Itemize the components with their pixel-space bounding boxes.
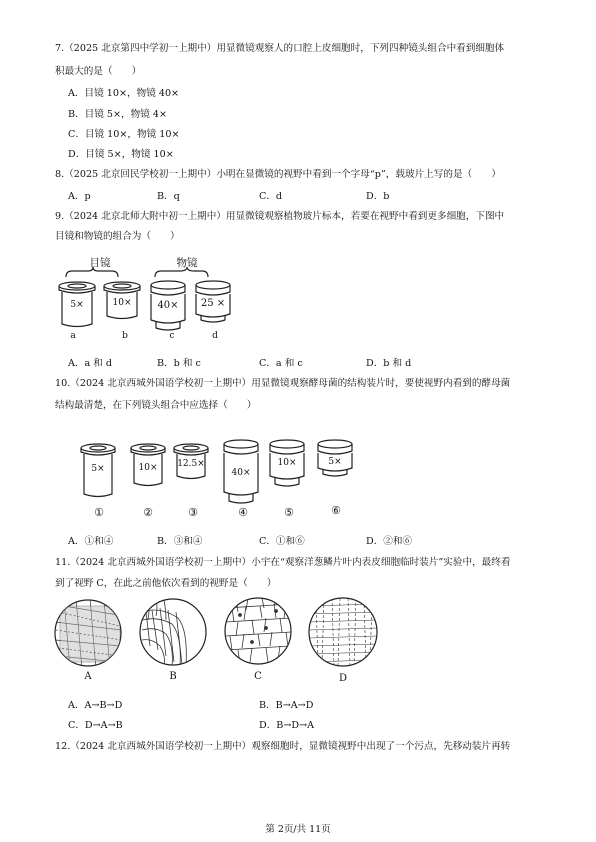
q9-stem-line1: 9.（2024 北京北师大附中初一上期中）用显微镜观察植物玻片标本，若要在视野中看到更多细胞，下图中 [55, 211, 505, 222]
q10-stem-line1: 10.（2024 北京西城外国语学校初一上期中）用显微镜观察酵母菌的结构装片时，要使视野内看到的酵母菌 [55, 378, 511, 389]
microscope-view-b [140, 598, 206, 666]
view-a-caption: A [84, 671, 92, 682]
q7-option-b: B．目镜 5×，物镜 4× [68, 109, 167, 120]
lens-a-caption: a [70, 331, 76, 341]
view-b-caption: B [169, 671, 177, 682]
q11-figure [55, 598, 377, 670]
lens-3-mag: 12.5× [177, 459, 205, 469]
q9-option-b: B．b 和 c [157, 358, 201, 369]
q11-option-b: B．B→A→D [259, 700, 314, 711]
lens-d-mag: 25 × [200, 298, 226, 309]
microscope-view-a [55, 598, 122, 670]
lens-1-caption: ① [94, 506, 104, 519]
objective-label: 物镜 [176, 257, 198, 269]
lens-3-caption: ③ [188, 506, 198, 519]
q11-option-d: D．B→D→A [259, 720, 315, 731]
lens-2-caption: ② [143, 506, 153, 519]
lens-5-caption: ⑤ [284, 506, 294, 519]
q10-option-d: D．②和⑥ [366, 536, 413, 547]
microscope-view-d [309, 598, 377, 666]
q10-option-b: B．③和④ [157, 536, 203, 547]
q8-option-b: B．q [157, 191, 180, 202]
q9-option-c: C．a 和 c [259, 358, 303, 369]
lens-c-mag: 40× [157, 300, 179, 311]
lens-4-mag: 40× [231, 468, 251, 478]
q10-figure [81, 440, 352, 503]
microscope-view-c [225, 598, 291, 664]
lens-5-mag: 10× [277, 458, 297, 468]
eyepiece-label: 目镜 [89, 257, 111, 269]
q9-option-a: A．a 和 d [68, 358, 113, 369]
q11-stem-line2: 到了视野 C，在此之前他依次看到的视野是（ ） [55, 578, 277, 589]
q11-option-c: C．D→A→B [68, 720, 123, 731]
lens-2-mag: 10× [138, 463, 158, 473]
lens-b-caption: b [122, 331, 128, 341]
q7-option-c: C．目镜 10×，物镜 10× [68, 129, 180, 140]
q11-option-a: A．A→B→D [68, 700, 123, 711]
q9-stem-line2: 目镜和物镜的组合为（ ） [55, 231, 180, 242]
q7-option-a: A．目镜 10×，物镜 40× [68, 88, 180, 99]
view-d-caption: D [338, 673, 348, 684]
q10-stem-line2: 结构最清楚，在下列镜头组合中应选择（ ） [55, 400, 257, 411]
lens-d-caption: d [212, 331, 218, 341]
lens-c-caption: c [169, 331, 175, 341]
q10-option-a: A．①和④ [68, 536, 114, 547]
lens-1-mag: 5× [91, 464, 105, 474]
lens-6-caption: ⑥ [331, 504, 341, 517]
q12-stem-line1: 12.（2024 北京西城外国语学校初一上期中）观察细胞时，显微镜视野中出现了一个污点，先移动装片再转 [55, 741, 511, 752]
q9-option-d: D．b 和 d [366, 358, 412, 369]
lens-b-mag: 10× [112, 298, 132, 308]
q8-stem: 8.（2025 北京回民学校初一上期中）小明在显微镜的视野中看到一个字母“p”，载玻片上写的是（ ） [55, 169, 501, 180]
q8-option-d: D．b [366, 191, 390, 202]
q8-option-a: A．p [68, 191, 91, 202]
q7-stem-line2: 积最大的是（ ） [55, 66, 142, 77]
page-footer: 第 2页/共 11页 [265, 824, 331, 835]
q8-option-c: C．d [259, 191, 283, 202]
lens-6-mag: 5× [328, 457, 342, 467]
lens-a-mag: 5× [70, 300, 84, 310]
lens-4-caption: ④ [238, 506, 248, 519]
q7-stem-line1: 7.（2025 北京第四中学初一上期中）用显微镜观察人的口腔上皮细胞时，下列四种镜头组合中看到细胞体 [55, 43, 505, 54]
q10-option-c: C．①和⑥ [259, 536, 305, 547]
q11-stem-line1: 11.（2024 北京西城外国语学校初一上期中）小宇在“观察洋葱鳞片叶内表皮细胞临时装片”实验中，最终看 [55, 557, 511, 568]
q7-option-d: D．目镜 5×，物镜 10× [68, 149, 174, 160]
view-c-caption: C [254, 671, 262, 682]
